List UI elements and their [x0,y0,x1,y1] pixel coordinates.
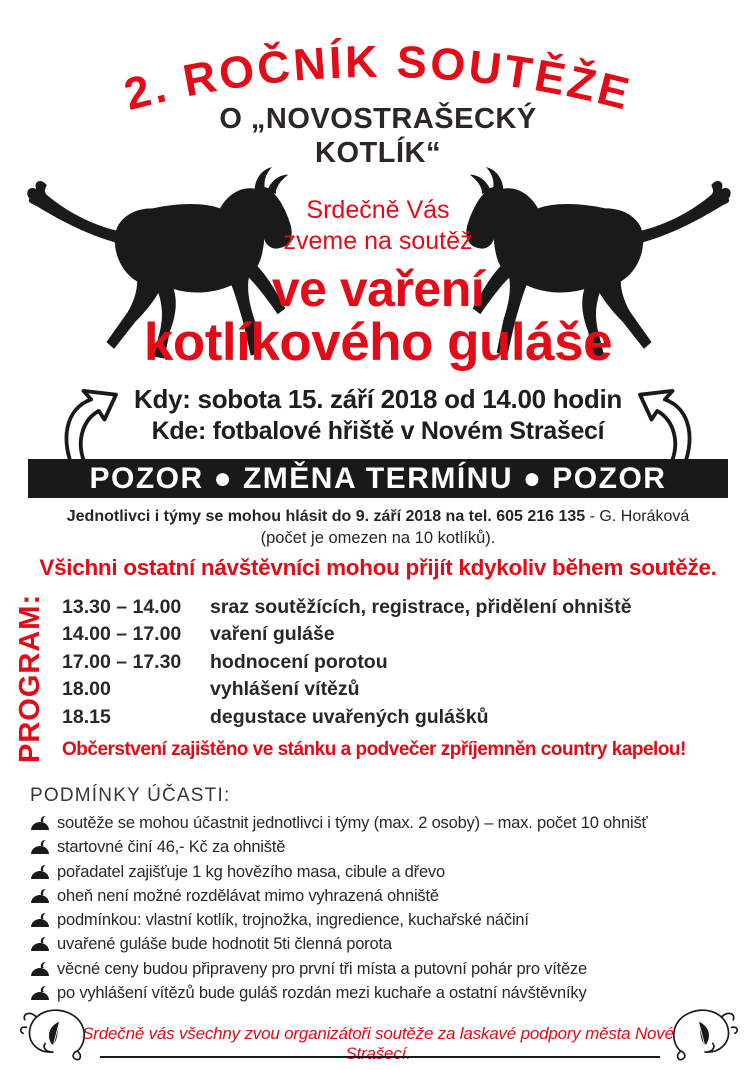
alert-banner: POZOR ● ZMĚNA TERMÍNU ● POZOR [28,459,728,498]
program-row [62,621,742,648]
program-label: PROGRAM: [14,593,46,763]
cauldron-bullet-icon [30,864,50,881]
cauldron-bullet-icon [30,912,50,929]
condition-text: uvařené guláše bude hodnotit 5ti členná porota [57,935,392,954]
main-title-line1: ve vaření [271,261,485,317]
cauldron-bullet-icon [30,936,50,953]
list-item [30,835,756,859]
cauldron-bullet-icon [30,961,50,978]
condition-text: oheň není možné rozdělávat mimo vyhrazená ohniště [57,886,439,905]
invitation [0,195,756,257]
program-activity: vaření guláše [210,623,335,646]
arc-title-textpath: 2. ROČNÍK SOUTĚŽE [119,35,637,120]
invitation-line1: Srdečně Vás [306,196,450,224]
invitation-line2: zveme na soutěž [283,227,473,255]
conditions-heading: PODMÍNKY ÚČASTI: [30,785,231,806]
condition-text: soutěže se mohou účastnit jednotlivci i týmy (max. 2 osoby) – max. počet 10 ohnišť [57,814,648,832]
program-label-box [14,592,48,764]
main-title-line2: kotlíkového guláše [143,313,613,372]
cauldron-bullet-icon [30,888,50,905]
program-row [62,649,742,676]
program-time: 14.00 – 17.00 [62,623,182,646]
registration-info-contact: - G. Horáková [585,508,690,525]
footer-thanks: Srdečně vás všechny zvou organizátoři soutěže za laskavé podpory města Nové Strašecí. [82,1024,674,1063]
conditions-list [30,811,756,1005]
list-item [30,811,756,835]
registration-info [0,508,756,526]
condition-text: pořadatel zajišťuje 1 kg hovězího masa, cibule a dřevo [57,862,445,881]
program-time: 17.00 – 17.30 [62,650,182,673]
cauldron-bullet-icon [30,839,50,856]
subtitle [0,102,756,170]
list-item [30,981,756,1005]
subtitle-line1: O „NOVOSTRAŠECKÝ [219,103,537,135]
list-item [30,932,756,956]
program-schedule [62,594,742,731]
list-item [30,908,756,932]
cauldron-bullet-icon [30,815,50,832]
program-activity: vyhlášení vítězů [210,678,360,701]
condition-text: věcné ceny budou připraveny pro první tři místa a putovní pohár pro vítěze [57,959,587,978]
program-activity: degustace uvařených gulášků [210,705,489,728]
cauldron-bullet-icon [30,985,50,1002]
program-row [62,704,742,731]
list-item [30,957,756,981]
condition-text: podmínkou: vlastní kotlík, trojnožka, ingredience, kuchařské náčiní [57,911,529,930]
list-item [30,884,756,908]
footer-divider [100,1056,660,1058]
event-location: Kde: fotbalové hřiště v Novém Strašecí [151,417,605,445]
subtitle-line2: KOTLÍK“ [315,137,441,169]
program-activity: hodnocení porotou [210,650,388,673]
program-activity: sraz soutěžících, registrace, přidělení ohniště [210,596,632,618]
event-date: Kdy: sobota 15. září 2018 od 14.00 hodin [134,384,622,414]
program-time: 13.30 – 14.00 [62,596,182,618]
visitors-note: Všichni ostatní návštěvníci mohou přijít kdykoliv během soutěže. [39,555,717,580]
program-row [62,676,742,703]
refreshment-note: Občerstvení zajištěno ve stánku a podvečer zpříjemněn country kapelou! [62,739,686,760]
program-time: 18.00 [62,678,111,701]
program-row [62,594,742,621]
registration-limit-note: (počet je omezen na 10 kotlíků). [260,529,496,547]
registration-info-bold: Jednotlivci i týmy se mohou hlásit do 9. září 2018 na tel. 605 216 135 [66,508,586,525]
condition-text: po vyhlášení vítězů bude guláš rozdán mezi kuchaře a ostatní návštěvníky [57,984,587,1003]
condition-text: startovné činí 46,- Kč za ohniště [57,838,286,857]
list-item [30,860,756,884]
program-time: 18.15 [62,705,111,728]
